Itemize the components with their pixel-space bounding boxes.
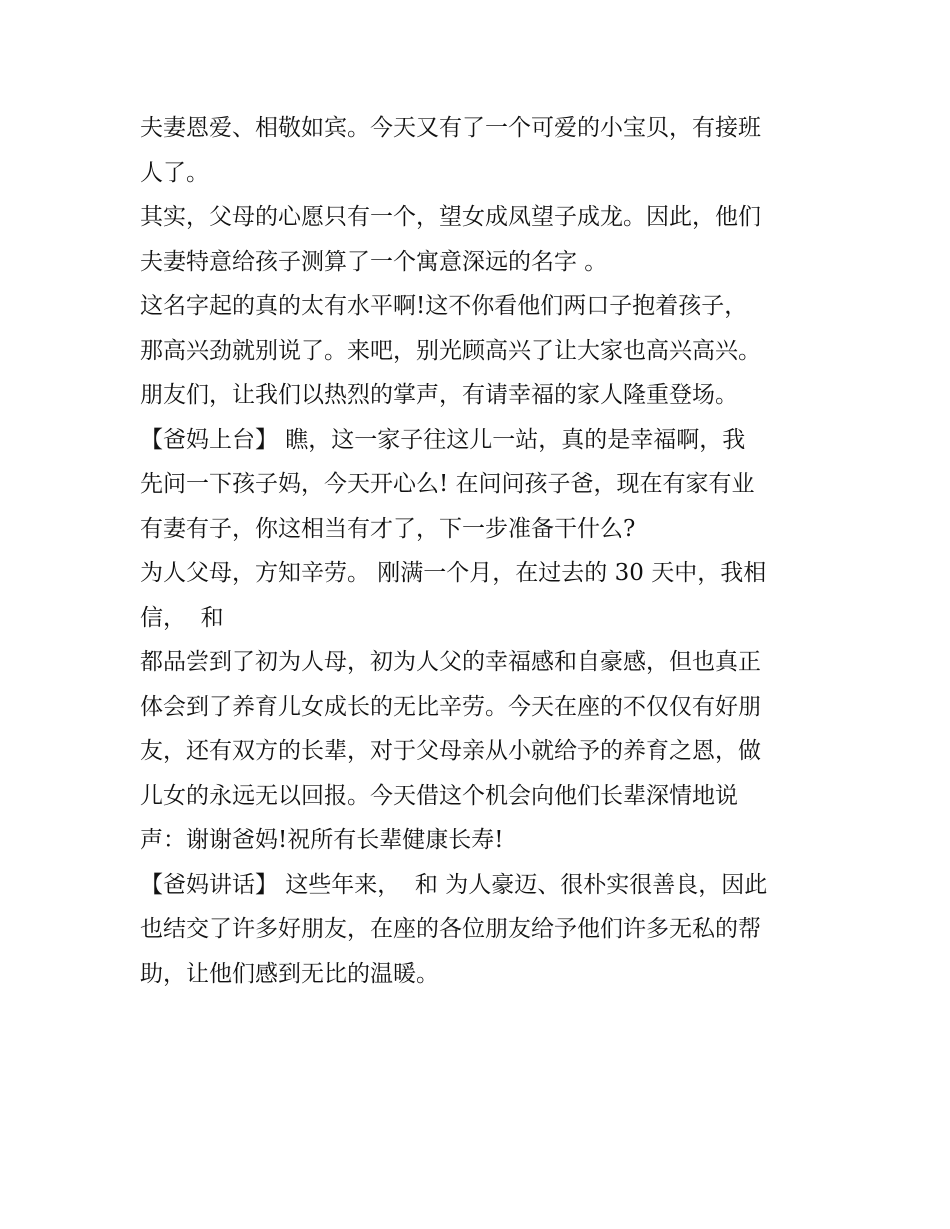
text-line: 人了。 [140, 159, 209, 186]
text-line: 【爸妈上台】 瞧，这一家子往这儿一站，真的是幸福啊，我 [140, 426, 746, 453]
text-line: 【爸妈讲话】 这些年来， 和 为人豪迈、很朴实很善良，因此 [140, 871, 768, 898]
text-line: 其实，父母的心愿只有一个，望女成凤望子成龙。因此，他们 [140, 204, 761, 230]
paragraph [140, 284, 820, 418]
text-line: 有妻有子，你这相当有才了，下一步准备干什么? [140, 515, 636, 542]
text-line: 朋友们，让我们以热烈的掌声，有请幸福的家人隆重登场。 [140, 382, 738, 408]
paragraph [140, 551, 820, 640]
text-line: 这名字起的真的太有水平啊!这不你看他们两口子抱着孩子， [140, 293, 748, 319]
text-line: 信， 和 [140, 604, 224, 631]
text-line: 都品尝到了初为人母，初为人父的幸福感和自豪感，但也真正 [140, 649, 761, 675]
text-line: 为人父母，方知辛劳。 刚满一个月，在过去的 30 天中，我相 [140, 560, 767, 586]
text-line: 声：谢谢爸妈!祝所有长辈健康长寿! [140, 827, 504, 853]
paragraph [140, 418, 820, 552]
text-line: 体会到了养育儿女成长的无比辛劳。今天在座的不仅仅有好朋 [140, 693, 761, 720]
text-line: 那高兴劲就别说了。来吧，别光顾高兴了让大家也高兴高兴。 [140, 337, 761, 364]
text-line: 也结交了许多好朋友，在座的各位朋友给予他们许多无私的帮 [140, 916, 761, 942]
text-line: 友，还有双方的长辈，对于父母亲从小就给予的养育之恩，做 [140, 738, 761, 764]
paragraph [140, 640, 820, 863]
paragraph [140, 195, 820, 284]
paragraph [140, 106, 820, 195]
text-line: 儿女的永远无以回报。今天借这个机会向他们长辈深情地说 [140, 782, 738, 809]
text-line: 夫妻特意给孩子测算了一个寓意深远的名字 。 [140, 248, 608, 275]
paragraph [140, 863, 820, 997]
text-line: 夫妻恩爱、相敬如宾。今天又有了一个可爱的小宝贝，有接班 [140, 115, 761, 141]
document-page [140, 106, 820, 996]
text-line: 先问一下孩子妈，今天开心么! 在问问孩子爸，现在有家有业 [140, 471, 755, 497]
text-line: 助，让他们感到无比的温暖。 [140, 960, 439, 987]
